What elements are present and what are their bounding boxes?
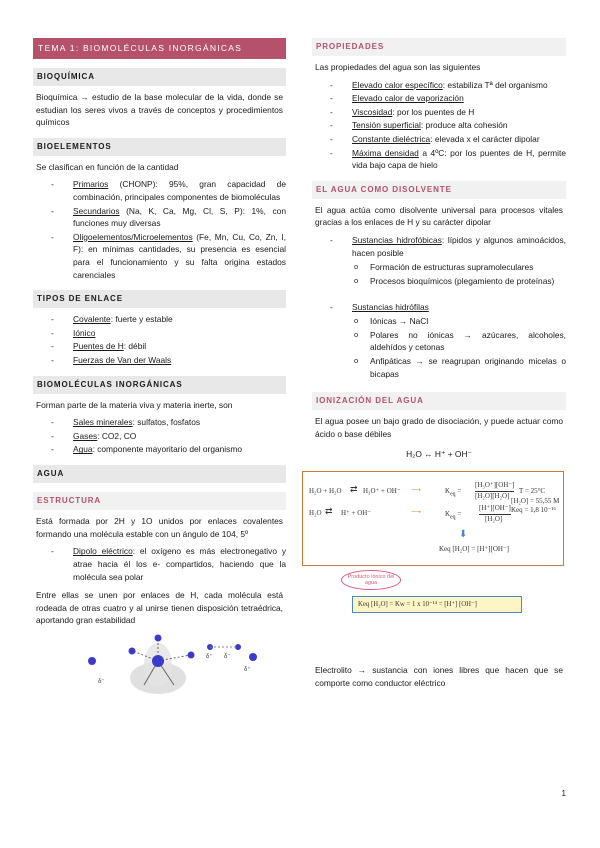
sublist — [352, 259, 566, 290]
list-item: - Tensión superficial: produce alta cohesión — [312, 119, 566, 132]
keq-label: $K_{eq}$ = — [445, 510, 462, 521]
equilibrium-arrow-icon: ⇄ — [350, 484, 358, 495]
list-item: - Viscosidad: por los puentes de H — [312, 106, 566, 119]
ionizacion-text: El agua posee un bajo grado de disociación, y puede actuar como ácido o base débiles — [315, 416, 563, 439]
keq-value-label: Keq = 1,8 10⁻¹⁶ — [511, 506, 556, 515]
section-heading: EL AGUA COMO DISOLVENTE — [312, 181, 566, 199]
water-molecule-diagram — [33, 633, 286, 703]
list-item: - Máxima densidad a 4ºC: por los puentes de H, permite vida bajo capa de hielo — [312, 147, 566, 172]
oxygen-atom — [152, 655, 164, 667]
page-title: TEMA 1: BIOMOLÉCULAS INORGÁNICAS — [33, 38, 286, 59]
ionization-equation: H₂O ↔ H⁺ + OH⁻ — [406, 449, 472, 460]
disolvente-text: El agua actúa como disolvente universal para procesos vitales gracias a los enlaces de H y su carácter dipolar — [315, 204, 563, 228]
section-bioquimica — [33, 68, 286, 129]
hydrogen-atom — [129, 647, 136, 654]
charge-label: δ⁻ — [224, 653, 231, 660]
equilibrium-arrow-icon: ⇄ — [325, 506, 333, 517]
left-column — [33, 38, 286, 712]
sublist-item: o Polares no iónicas → azúcares, alcoholes, aldehídos y cetonas — [352, 329, 566, 354]
list-item: - Iónico — [33, 327, 286, 340]
enlace-list — [33, 308, 286, 366]
list-item: - Agua: componente mayoritario del organismo — [33, 443, 286, 456]
sublist-item: o Procesos bioquímicos (plegamiento de proteínas) — [352, 275, 566, 288]
estructura-list — [33, 540, 286, 583]
disolvente-list — [312, 229, 566, 383]
reaction-left: H₂O + H₂O — [309, 487, 342, 496]
list-item: - Fuerzas de Van der Waals — [33, 354, 286, 367]
section-propiedades — [312, 38, 566, 172]
page-number: 1 — [561, 789, 566, 798]
bioelementos-list — [33, 173, 286, 281]
list-item: - Gases: CO2, CO — [33, 430, 286, 443]
estructura-text-2: Entre ellas se unen por enlaces de H, cada molécula está rodeada de otras cuatro y al unirse tienen disposición tetraédrica, aportando gran estabilidad — [36, 590, 283, 626]
section-heading: ESTRUCTURA — [33, 492, 286, 510]
fraction-denominator: [H₂O] — [485, 515, 503, 524]
biomoleculas-list — [33, 411, 286, 456]
fraction-numerator: [H₃O⁺][OH⁻] — [475, 480, 514, 492]
list-item: - Puentes de H: débil — [33, 340, 286, 353]
arrow-icon: ⟶ — [411, 486, 422, 495]
down-arrow-icon: ⬇ — [459, 529, 468, 541]
section-ionizacion — [309, 392, 566, 689]
concentration-label: [H₂O] = 55,55 M — [511, 497, 560, 506]
list-item: - Oligoelementos/Microelementos (Fe, Mn, Cu, Co, Zn, I, F): en mínimas cantidades, su presencia es esencial para el funcionamiento y su falta origina estados carenciales — [33, 231, 286, 281]
section-heading: BIOMOLÉCULAS INORGÁNICAS — [33, 376, 286, 394]
bioelementos-intro: Se clasifican en función de la cantidad — [36, 161, 179, 172]
sublist-item: o Formación de estructuras supramoleculares — [352, 261, 566, 274]
section-heading: TIPOS DE ENLACE — [33, 290, 286, 308]
section-heading: BIOELEMENTOS — [33, 138, 286, 156]
keq-label: $K_{eq}$ = — [445, 487, 462, 498]
list-item: - Sustancias hidrofóbicas: lípidos y algunos aminoácidos, hacen posible o Formación de estructuras supramoleculares o Procesos bioquímicos (plegamiento de proteínas) — [312, 234, 566, 290]
sublist-item: o Anfipáticas → se reagrupan originando micelas o bicapas — [352, 355, 566, 380]
kw-bubble: Producto iónico del agua — [341, 570, 401, 590]
reaction-right: H⁺ + OH⁻ — [341, 509, 372, 518]
list-item: - Elevado calor de vaporización — [312, 92, 566, 105]
right-column — [309, 38, 567, 698]
list-item: - Sustancias hidrófilas o Iónicas → NaCl o Polares no iónicas → azúcares, alcoholes, aldehídos y cetonas o Anfipáticas → se reagrupan originando micelas o bicapas — [312, 301, 566, 384]
charge-label: δ⁺ — [206, 653, 213, 660]
section-heading: BIOQUÍMICA — [33, 68, 286, 86]
section-bioelementos — [33, 138, 286, 281]
fraction-denominator: [H₂O][H₂O] — [475, 492, 510, 501]
list-item: - Sales minerales: sulfatos, fosfatos — [33, 416, 286, 429]
fraction-numerator: [H⁺][OH⁻] — [479, 503, 511, 515]
reaction-left: H₂O — [309, 509, 322, 518]
list-item: - Secundarios (Na, K, Ca, Mg, Cl, S, P): 1%, con funciones muy diversas — [33, 205, 286, 230]
electrolito-text: Electrolito → sustancia con iones libres que hacen que se comporte como conductor eléctrico — [315, 665, 563, 688]
section-biomoleculas — [33, 376, 286, 456]
hydrogen-atom — [249, 653, 257, 661]
propiedades-intro: Las propiedades del agua son las siguientes — [315, 62, 481, 72]
charge-label: δ⁺ — [244, 666, 251, 673]
section-estructura — [33, 492, 286, 703]
section-enlace — [33, 290, 286, 366]
sublist-item: o Iónicas → NaCl — [352, 315, 566, 328]
kw-formula-box: Keq [H₂O] = Kw = 1 x 10⁻¹⁴ = [H⁺] [OH⁻] — [352, 596, 522, 613]
hydrogen-atom — [155, 634, 162, 641]
list-item: - Constante dieléctrica: elevada x el carácter dipolar — [312, 133, 566, 146]
charge-label: δ⁻ — [98, 678, 105, 685]
list-item: - Primarios (CHONP): 95%, gran capacidad de combinación, principales componentes de biomoléculas — [33, 178, 286, 203]
estructura-text: Está formada por 2H y 1O unidos por enlaces covalentes formando una molécula estable con un ángulo de 104, 5º — [36, 516, 283, 539]
list-item: - Covalente: fuerte y estable — [33, 313, 286, 326]
list-item: - Elevado calor específico: estabiliza Tª del organismo — [312, 79, 566, 92]
water-molecule-icon — [78, 633, 278, 703]
arrow-icon: ⟶ — [411, 508, 422, 517]
sublist — [352, 313, 566, 383]
biomoleculas-intro: Forman parte de la materia viva y materia inerte, son — [36, 399, 233, 410]
section-heading: PROPIEDADES — [312, 38, 566, 56]
temperature-label: T = 25°C — [519, 487, 546, 496]
hydrogen-atom — [188, 651, 195, 658]
section-agua — [33, 465, 286, 483]
hydrogen-atom — [88, 657, 96, 665]
equilibrium-box — [302, 471, 564, 566]
section-heading: IONIZACIÓN DEL AGUA — [312, 392, 566, 410]
list-item: - Dipolo eléctrico: el oxígeno es más electronegativo y atrae hacia él los e- compartidos, haciendo que la molécula sea polar — [33, 545, 286, 583]
section-heading: AGUA — [33, 465, 286, 483]
section-disolvente — [312, 181, 566, 383]
reaction-right: H₃O⁺ + OH⁻ — [363, 487, 401, 496]
bioquimica-text: Bioquímica → estudio de la base molecular de la vida, donde se estudian los seres vivos a través de conceptos y procedimientos químicos — [36, 91, 283, 128]
result-formula: Keq [H₂O] = [H⁺][OH⁻] — [439, 545, 509, 554]
propiedades-list — [312, 74, 566, 172]
